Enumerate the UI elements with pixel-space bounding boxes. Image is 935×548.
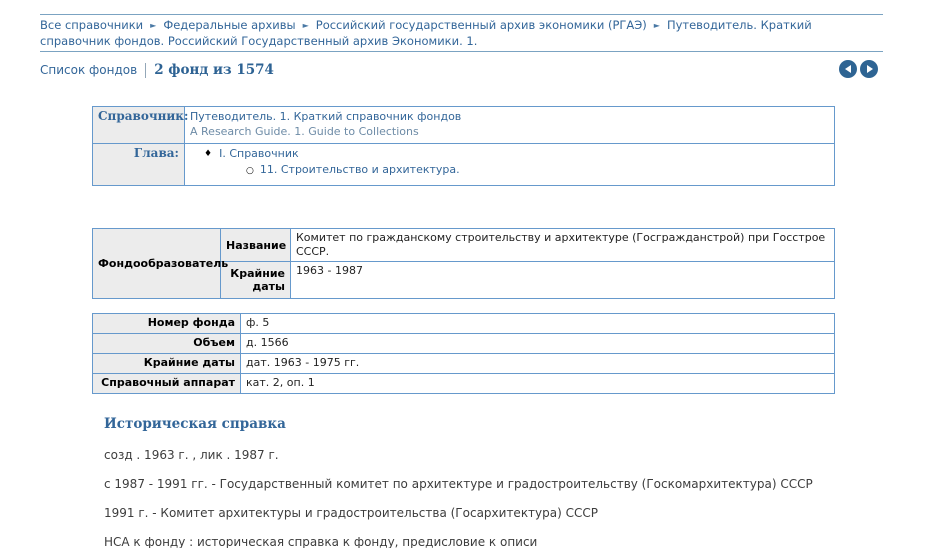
historical-note-paragraph: созд . 1963 г. , лик . 1987 г. <box>104 448 279 462</box>
chapter-link-level1[interactable]: I. Справочник <box>219 147 299 160</box>
chapter-value <box>185 144 835 186</box>
directory-label: Справочник: <box>93 107 185 144</box>
directory-value <box>185 107 835 144</box>
directory-link-en[interactable]: A Research Guide. 1. Guide to Collections <box>190 125 419 138</box>
creator-name-label: Название <box>221 229 291 262</box>
fond-reference-value: кат. 2, оп. 1 <box>241 374 835 394</box>
guide-table <box>92 106 835 186</box>
toolbar <box>40 61 274 79</box>
top-divider <box>40 14 883 15</box>
next-fond-button[interactable] <box>860 60 878 78</box>
historical-note-paragraph: НСА к фонду : историческая справка к фонду, предисловие к описи <box>104 535 538 548</box>
chapter-item <box>190 146 829 162</box>
breadcrumb-separator-icon: ► <box>302 21 309 30</box>
chapter-link-level2[interactable]: 11. Строительство и архитектура. <box>259 163 460 176</box>
creator-dates-value: 1963 - 1987 <box>291 262 835 299</box>
fond-volume-label: Объем <box>93 334 241 354</box>
fond-table <box>92 313 835 394</box>
next-icon <box>867 65 873 73</box>
table-row <box>93 144 835 186</box>
historical-note-title: Историческая справка <box>104 416 286 432</box>
pager <box>839 60 878 78</box>
creator-label: Фондообразователь <box>93 229 221 299</box>
fond-dates-label: Крайние даты <box>93 354 241 374</box>
historical-note-paragraph: 1991 г. - Комитет архитектуры и градостроительства (Госархитектура) СССР <box>104 506 598 520</box>
table-row <box>93 229 835 262</box>
fond-reference-label: Справочный аппарат <box>93 374 241 394</box>
fond-number-label: Номер фонда <box>93 314 241 334</box>
breadcrumb-separator-icon: ► <box>150 21 157 30</box>
prev-icon <box>845 65 851 73</box>
breadcrumb-divider <box>40 51 883 52</box>
fond-counter: 2 фонд из 1574 <box>154 62 274 78</box>
historical-note-paragraph: с 1987 - 1991 гг. - Государственный комитет по архитектуре и градостроительству (Госкомархитектура) СССР <box>104 477 813 491</box>
prev-fond-button[interactable] <box>839 60 857 78</box>
breadcrumb-separator-icon: ► <box>653 21 660 30</box>
table-row <box>93 334 835 354</box>
toolbar-divider <box>145 63 146 78</box>
directory-link-ru[interactable]: Путеводитель. 1. Краткий справочник фондов <box>190 110 462 123</box>
breadcrumb-link-federal-archives[interactable]: Федеральные архивы <box>163 18 296 32</box>
creator-name-value: Комитет по гражданскому строительству и архитектуре (Госгражданстрой) при Госстрое СССР. <box>291 229 835 262</box>
chapter-label: Глава: <box>93 144 185 186</box>
fond-volume-value: д. 1566 <box>241 334 835 354</box>
table-row <box>93 314 835 334</box>
creator-dates-label: Крайние даты <box>221 262 291 299</box>
bullet-icon: ♦ <box>204 149 213 159</box>
fond-list-link[interactable]: Список фондов <box>40 63 138 77</box>
circle-bullet-icon: ○ <box>246 166 254 176</box>
chapter-item <box>190 162 829 179</box>
breadcrumb <box>40 18 878 49</box>
table-row <box>93 107 835 144</box>
breadcrumb-link-rgae[interactable]: Российский государственный архив экономики (РГАЭ) <box>315 18 647 32</box>
fond-number-value: ф. 5 <box>241 314 835 334</box>
fond-dates-value: дат. 1963 - 1975 гг. <box>241 354 835 374</box>
historical-note-section <box>104 416 849 548</box>
table-row <box>93 374 835 394</box>
creator-table <box>92 228 835 299</box>
breadcrumb-link-all-guides[interactable]: Все справочники <box>40 18 144 32</box>
breadcrumb-link-current-guide[interactable]: Путеводитель. Краткий справочник фондов. Российский Государственный архив Экономики. 1. <box>40 18 812 48</box>
table-row <box>93 354 835 374</box>
